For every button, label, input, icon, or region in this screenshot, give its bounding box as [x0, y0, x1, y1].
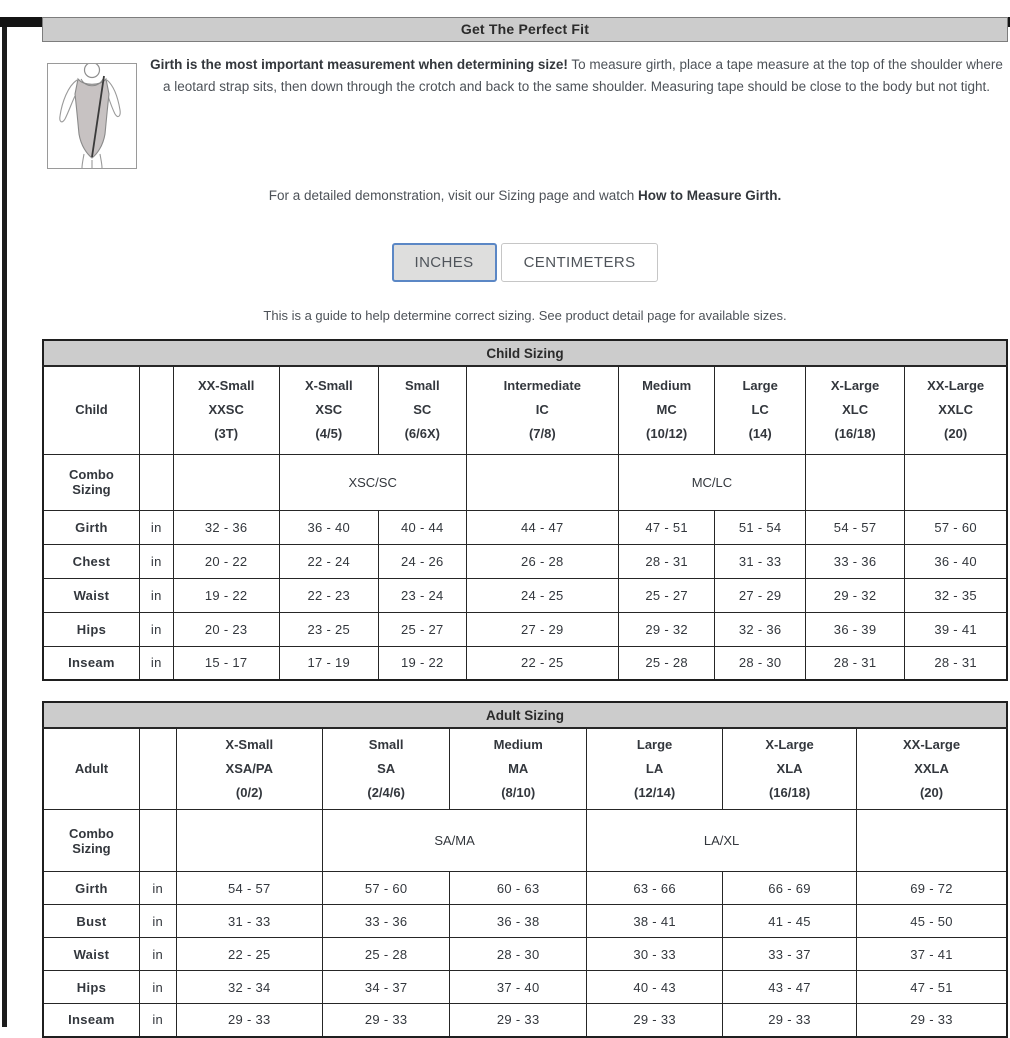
- measurement-value: 36 - 40: [905, 544, 1007, 578]
- measurement-row: [43, 872, 1007, 905]
- girth-description-bold: Girth is the most important measurement when determining size!: [150, 57, 568, 72]
- measurement-row: [43, 510, 1007, 544]
- measurement-value: 36 - 40: [279, 510, 378, 544]
- measurement-value: 25 - 27: [378, 612, 466, 646]
- measurement-value: 69 - 72: [857, 872, 1007, 905]
- measurement-value: 54 - 57: [176, 872, 323, 905]
- measurement-value: 24 - 26: [378, 544, 466, 578]
- measurement-value: 22 - 24: [279, 544, 378, 578]
- measurement-row: [43, 1004, 1007, 1037]
- demo-instruction-text: For a detailed demonstration, visit our Sizing page and watch: [268, 188, 638, 203]
- unit-cell: in: [139, 510, 173, 544]
- combo-cell: XSC/SC: [279, 454, 466, 510]
- measurement-row: [43, 612, 1007, 646]
- measurement-label: Waist: [43, 938, 139, 971]
- size-column-header: XX-Small XXSC (3T): [173, 366, 279, 454]
- table-title: Child Sizing: [43, 340, 1007, 366]
- measurement-value: 29 - 33: [857, 1004, 1007, 1037]
- measurement-value: 32 - 36: [715, 612, 806, 646]
- measurement-label: Inseam: [43, 646, 139, 680]
- inches-button[interactable]: INCHES: [392, 243, 497, 282]
- measurement-value: 54 - 57: [805, 510, 904, 544]
- measurement-value: 24 - 25: [466, 578, 618, 612]
- intro-section: [42, 54, 1008, 166]
- measurement-label: Girth: [43, 510, 139, 544]
- measurement-value: 36 - 39: [805, 612, 904, 646]
- unit-cell: in: [139, 578, 173, 612]
- combo-cell: MC/LC: [618, 454, 805, 510]
- group-label: Adult: [43, 728, 139, 810]
- measurement-row: [43, 905, 1007, 938]
- page-frame-left: [2, 27, 7, 1027]
- page-title: Get The Perfect Fit: [42, 17, 1008, 42]
- measurement-value: 29 - 32: [805, 578, 904, 612]
- measurement-value: 28 - 31: [905, 646, 1007, 680]
- unit-cell: in: [139, 971, 176, 1004]
- measurement-row: [43, 971, 1007, 1004]
- girth-measurement-illustration: [47, 63, 137, 169]
- table-title-row: [43, 702, 1007, 728]
- measurement-value: 33 - 36: [323, 905, 450, 938]
- combo-sizing-row: [43, 810, 1007, 872]
- measurement-value: 26 - 28: [466, 544, 618, 578]
- measurement-label: Waist: [43, 578, 139, 612]
- measurement-value: 30 - 33: [587, 938, 723, 971]
- measurement-value: 33 - 37: [723, 938, 857, 971]
- combo-cell: [176, 810, 323, 872]
- measurement-value: 19 - 22: [378, 646, 466, 680]
- measurement-value: 29 - 33: [450, 1004, 587, 1037]
- unit-cell: in: [139, 1004, 176, 1037]
- measurement-value: 34 - 37: [323, 971, 450, 1004]
- table-title: Adult Sizing: [43, 702, 1007, 728]
- measurement-value: 29 - 33: [176, 1004, 323, 1037]
- measurement-row: [43, 646, 1007, 680]
- measurement-value: 47 - 51: [857, 971, 1007, 1004]
- measurement-value: 37 - 41: [857, 938, 1007, 971]
- measurement-label: Bust: [43, 905, 139, 938]
- measurement-row: [43, 578, 1007, 612]
- measurement-label: Chest: [43, 544, 139, 578]
- measurement-value: 28 - 30: [715, 646, 806, 680]
- girth-description-rest: To measure girth, place a tape measure at the top of the shoulder where a leotard strap sits, then down through the crotch and back to the same shoulder. Measuring tape should be close to the body but not tight.: [162, 57, 1003, 94]
- unit-cell: in: [139, 544, 173, 578]
- combo-cell: [173, 454, 279, 510]
- size-column-header: X-Large XLC (16/18): [805, 366, 904, 454]
- unit-toggle: [42, 243, 1008, 282]
- table-title-row: [43, 340, 1007, 366]
- unit-cell: in: [139, 872, 176, 905]
- measurement-row: [43, 544, 1007, 578]
- size-column-header: Small SC (6/6X): [378, 366, 466, 454]
- unit-cell: in: [139, 612, 173, 646]
- unit-cell: in: [139, 905, 176, 938]
- combo-label: Combo Sizing: [43, 810, 139, 872]
- measurement-value: 40 - 44: [378, 510, 466, 544]
- measurement-value: 32 - 35: [905, 578, 1007, 612]
- unit-cell: [139, 454, 173, 510]
- measurement-value: 29 - 32: [618, 612, 714, 646]
- measurement-value: 31 - 33: [176, 905, 323, 938]
- combo-cell: [905, 454, 1007, 510]
- measurement-value: 25 - 28: [618, 646, 714, 680]
- guide-note: This is a guide to help determine correct sizing. See product detail page for available sizes.: [263, 308, 787, 323]
- size-column-header: X-Large XLA (16/18): [723, 728, 857, 810]
- measurement-value: 60 - 63: [450, 872, 587, 905]
- measurement-value: 22 - 25: [466, 646, 618, 680]
- measurement-value: 43 - 47: [723, 971, 857, 1004]
- girth-description: [145, 54, 1008, 98]
- measurement-value: 27 - 29: [715, 578, 806, 612]
- measurement-value: 29 - 33: [723, 1004, 857, 1037]
- measurement-value: 57 - 60: [905, 510, 1007, 544]
- fit-guide-panel: [42, 17, 1008, 1038]
- measurement-value: 25 - 28: [323, 938, 450, 971]
- unit-cell: in: [139, 938, 176, 971]
- measurement-value: 28 - 31: [805, 646, 904, 680]
- measurement-value: 15 - 17: [173, 646, 279, 680]
- measurement-value: 57 - 60: [323, 872, 450, 905]
- measurement-value: 51 - 54: [715, 510, 806, 544]
- measurement-value: 36 - 38: [450, 905, 587, 938]
- combo-cell: [466, 454, 618, 510]
- unit-cell: [139, 810, 176, 872]
- unit-header-cell: [139, 366, 173, 454]
- measurement-value: 29 - 33: [587, 1004, 723, 1037]
- measurement-value: 17 - 19: [279, 646, 378, 680]
- size-column-header: Large LA (12/14): [587, 728, 723, 810]
- measurement-value: 40 - 43: [587, 971, 723, 1004]
- size-column-header: Medium MC (10/12): [618, 366, 714, 454]
- size-column-header: XX-Large XXLA (20): [857, 728, 1007, 810]
- combo-cell: [857, 810, 1007, 872]
- measurement-value: 37 - 40: [450, 971, 587, 1004]
- measurement-value: 63 - 66: [587, 872, 723, 905]
- centimeters-button[interactable]: CENTIMETERS: [501, 243, 659, 282]
- measurement-value: 33 - 36: [805, 544, 904, 578]
- combo-cell: SA/MA: [323, 810, 587, 872]
- measurement-value: 19 - 22: [173, 578, 279, 612]
- measurement-value: 29 - 33: [323, 1004, 450, 1037]
- combo-label: Combo Sizing: [43, 454, 139, 510]
- combo-cell: LA/XL: [587, 810, 857, 872]
- combo-sizing-row: [43, 454, 1007, 510]
- adult-sizing-table: [42, 701, 1008, 1038]
- leotard-figure-icon: [48, 64, 136, 168]
- demo-instruction: [42, 188, 1008, 203]
- measurement-value: 20 - 22: [173, 544, 279, 578]
- measurement-value: 31 - 33: [715, 544, 806, 578]
- measurement-row: [43, 938, 1007, 971]
- measurement-value: 44 - 47: [466, 510, 618, 544]
- measurement-label: Girth: [43, 872, 139, 905]
- combo-cell: [805, 454, 904, 510]
- measurement-value: 27 - 29: [466, 612, 618, 646]
- measurement-value: 41 - 45: [723, 905, 857, 938]
- size-column-header: X-Small XSA/PA (0/2): [176, 728, 323, 810]
- measurement-label: Hips: [43, 971, 139, 1004]
- size-column-header: X-Small XSC (4/5): [279, 366, 378, 454]
- child-sizing-table: [42, 339, 1008, 681]
- measurement-value: 25 - 27: [618, 578, 714, 612]
- size-column-header: Medium MA (8/10): [450, 728, 587, 810]
- measurement-value: 47 - 51: [618, 510, 714, 544]
- measurement-value: 22 - 23: [279, 578, 378, 612]
- measurement-value: 28 - 31: [618, 544, 714, 578]
- size-column-header: Large LC (14): [715, 366, 806, 454]
- size-column-header: Intermediate IC (7/8): [466, 366, 618, 454]
- measurement-value: 23 - 24: [378, 578, 466, 612]
- measurement-label: Hips: [43, 612, 139, 646]
- measurement-value: 32 - 36: [173, 510, 279, 544]
- size-column-header: Small SA (2/4/6): [323, 728, 450, 810]
- measurement-value: 28 - 30: [450, 938, 587, 971]
- demo-instruction-bold: How to Measure Girth.: [637, 188, 782, 203]
- size-column-header: XX-Large XXLC (20): [905, 366, 1007, 454]
- measurement-value: 66 - 69: [723, 872, 857, 905]
- measurement-value: 38 - 41: [587, 905, 723, 938]
- measurement-value: 32 - 34: [176, 971, 323, 1004]
- measurement-value: 22 - 25: [176, 938, 323, 971]
- measurement-value: 45 - 50: [857, 905, 1007, 938]
- unit-header-cell: [139, 728, 176, 810]
- measurement-value: 23 - 25: [279, 612, 378, 646]
- size-header-row: [43, 728, 1007, 810]
- measurement-value: 20 - 23: [173, 612, 279, 646]
- unit-cell: in: [139, 646, 173, 680]
- measurement-value: 39 - 41: [905, 612, 1007, 646]
- size-header-row: [43, 366, 1007, 454]
- measurement-label: Inseam: [43, 1004, 139, 1037]
- group-label: Child: [43, 366, 139, 454]
